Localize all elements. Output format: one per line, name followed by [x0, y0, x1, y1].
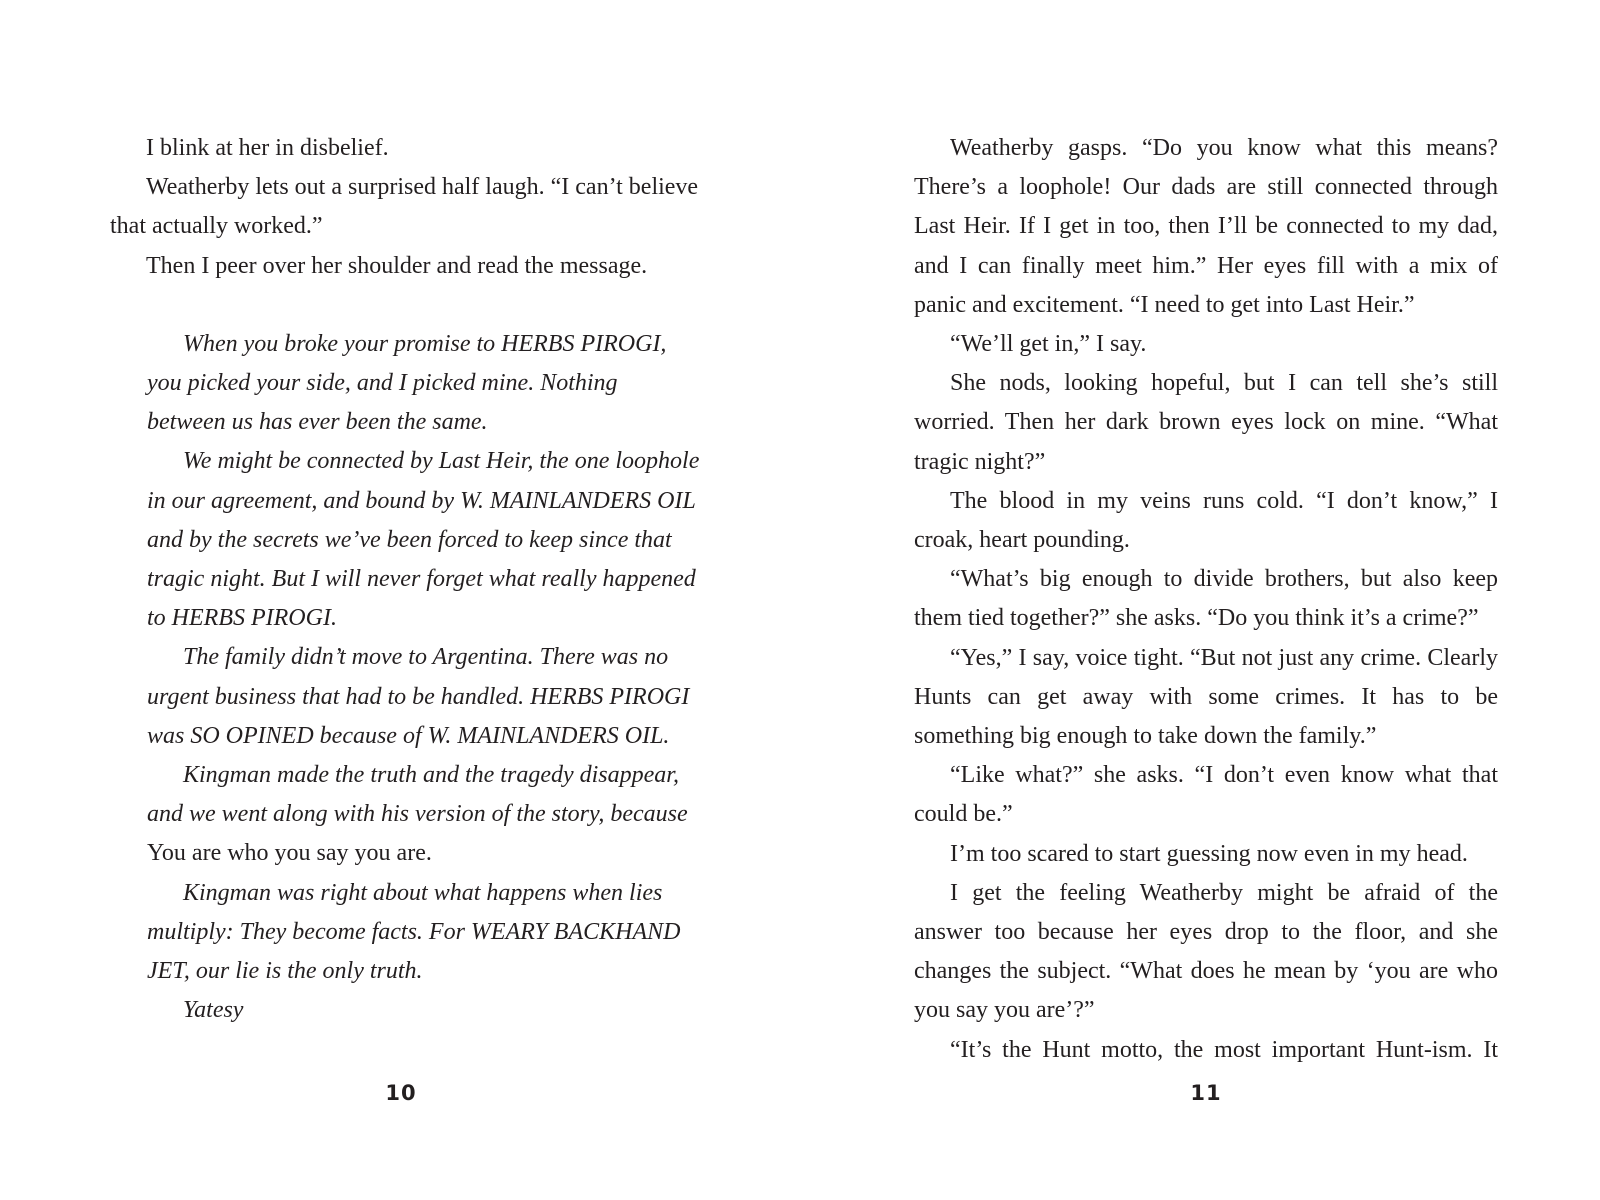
paragraph: Weatherby lets out a surprised half laugh. “I can’t believe that actually worked.”: [110, 174, 699, 240]
paragraph: “We’ll get in,” I say.: [950, 331, 1147, 358]
letter-signoff: Yatesy: [183, 997, 244, 1024]
page-number: 10: [385, 1081, 417, 1105]
letter-paragraph-italic: Kingman made the truth and the tragedy disappear, and we went along with his version of the story, because: [147, 762, 688, 828]
paragraph: The blood in my veins runs cold. “I don’t know,” I croak, heart pounding.: [914, 487, 1498, 554]
paragraph: Then I peer over her shoulder and read the message.: [146, 252, 648, 279]
paragraph: She nods, looking hopeful, but I can tell she’s still worried. Then her dark brown eyes lock on mine. “What tragic night?”: [914, 370, 1498, 475]
paragraph: “What’s big enough to divide brothers, but also keep them tied together?” she asks. “Do you think it’s a crime?”: [914, 566, 1498, 632]
paragraph: I’m too scared to start guessing now even in my head.: [950, 840, 1468, 867]
right-page-text: [914, 129, 1498, 1070]
paragraph: Weatherby gasps. “Do you know what this means? There’s a loophole! Our dads are still connected through Last Heir. If I get in too, then I’ll be connected to my dad, and I can finally meet him.” Her eyes fill with a mix of panic and excitement. “I need to get into Last Heir.”: [914, 135, 1498, 318]
right-page: [800, 0, 1600, 1200]
page-number: 11: [1190, 1081, 1222, 1105]
paragraph: I blink at her in disbelief.: [146, 135, 389, 161]
letter-paragraph: [147, 756, 702, 874]
paragraph: “Yes,” I say, voice tight. “But not just any crime. Clearly Hunts can get away with some crimes. It has to be something big enough to take down the family.”: [914, 644, 1498, 750]
letter-motto: You are who you say you are.: [147, 840, 432, 867]
paragraph: I get the feeling Weatherby might be afraid of the answer too because her eyes drop to the floor, and she changes the subject. “What does he mean by ‘you are who you say you are’?”: [914, 879, 1498, 1024]
letter-paragraph: The family didn’t move to Argentina. There was no urgent business that had to be handled. HERBS PIROGI was SO OPINED because of W. MAINLANDERS OIL.: [147, 644, 690, 749]
letter-paragraph: Kingman was right about what happens when lies multiply: They become facts. For WEARY BACKHAND JET, our lie is the only truth.: [147, 879, 681, 985]
letter-paragraph: We might be connected by Last Heir, the one loophole in our agreement, and bound by W. MAINLANDERS OIL and by the secrets we’ve been forced to keep since that tragic night. But I will never forget what really happened to HERBS PIROGI.: [147, 448, 700, 632]
paragraph: “Like what?” she asks. “I don’t even know what that could be.”: [914, 762, 1498, 828]
left-page-text: [110, 129, 702, 1030]
letter-block: [110, 325, 702, 1031]
letter-paragraph: When you broke your promise to HERBS PIROGI, you picked your side, and I picked mine. Nothing between us has ever been the same.: [147, 330, 667, 436]
paragraph: “It’s the Hunt motto, the most important Hunt-ism. It: [950, 1036, 1498, 1063]
